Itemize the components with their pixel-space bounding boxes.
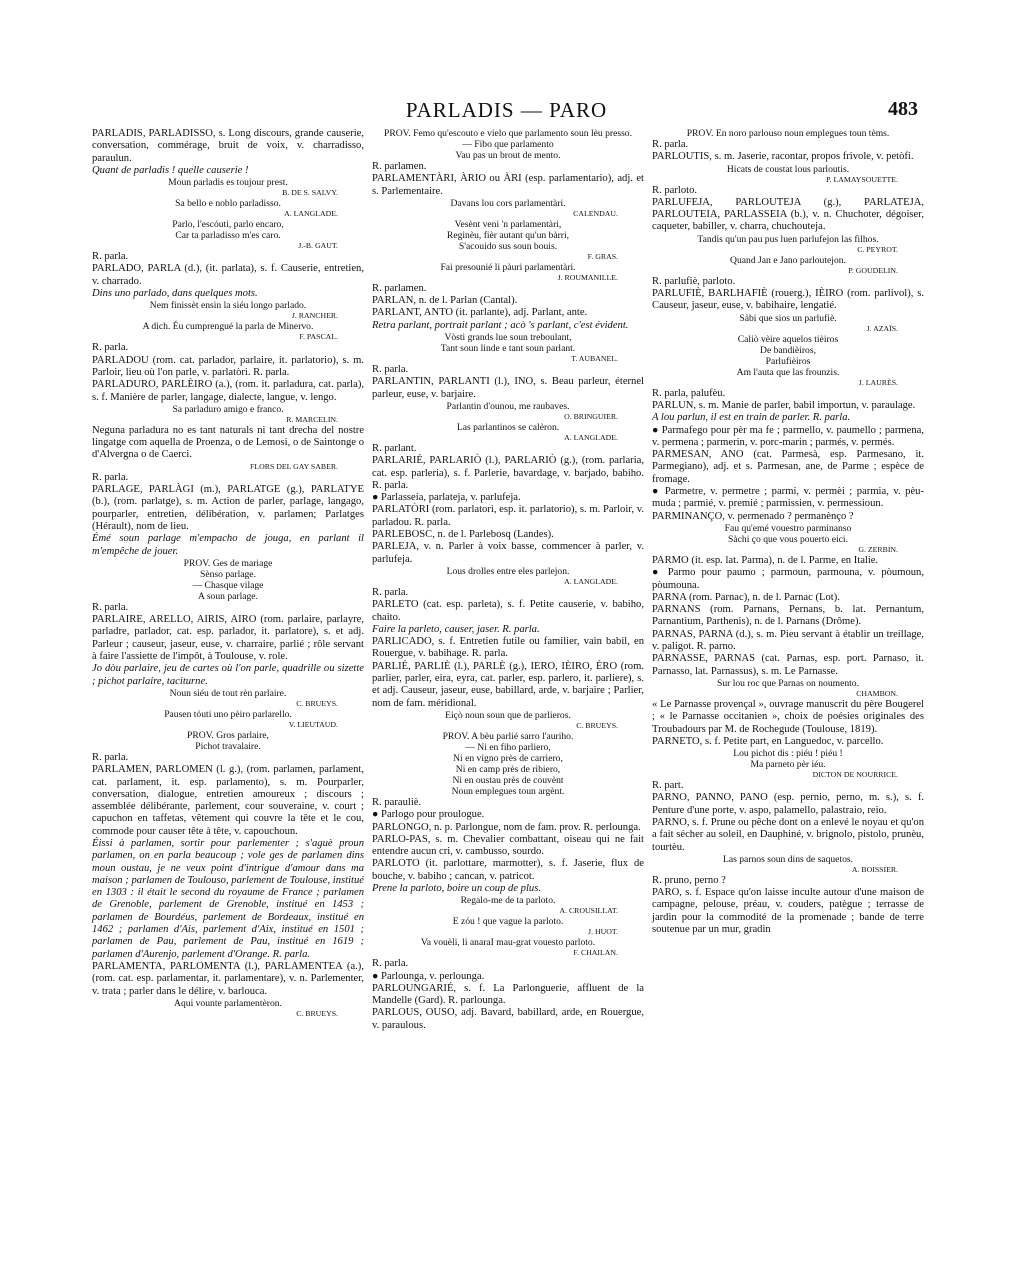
- dictionary-entry: R. parlufiè, parloto.: [652, 275, 736, 287]
- citation-author: J. LAURÈS.: [858, 377, 898, 387]
- quotation-line: Sa parladuro amigo e franco.: [172, 403, 284, 415]
- dictionary-entry: PARLAMENTA, PARLOMENTA (l.), PARLAMENTEA (a.), (rom. cat. esp. parlamentar, it. parlamentare), v. n. Parlementer, v. trata ; parler dans le délire, v. barlouca.: [92, 960, 364, 997]
- citation-author: C. BRUEYS.: [296, 698, 338, 708]
- citation-author: F. PASCAL.: [299, 332, 338, 342]
- quotation-line: Parlufièiros: [765, 355, 811, 367]
- dictionary-entry: PARNA (rom. Parnac), n. de l. Parnac (Lot).: [652, 591, 840, 603]
- quotation-line: Sènso parlage.: [200, 568, 256, 580]
- dictionary-entry: PARLAN, n. de l. Parlan (Cantal).: [372, 295, 518, 307]
- dictionary-entry: PARNO, PANNO, PANO (esp. pernio, perno, m. s.), s. f. Penture d'une porte, v. aspo, palamello, palastraio, reio.: [652, 792, 924, 816]
- column-middle: [372, 128, 644, 1032]
- quotation-line: Caliò vèire aquelos tièiros: [737, 333, 839, 345]
- dictionary-entry: PARLUFEJA, PARLOUTEJA (g.), PARLATEJA, PARLOUTEIA, PARLASSEIA (b.), v. n. Chuchoter, dégoiser, caqueter, babiller, v. charra, chuchouteja.: [652, 196, 924, 233]
- citation-author: A. BOISSIER.: [851, 864, 898, 874]
- dictionary-entry: PARNANS (rom. Parnans, Pernans, b. lat. Pernantum, Parnantium, Parthenis), n. de l. Parnans (Drôme).: [652, 604, 924, 628]
- quotation-line: Lous drolles entre eles parlejon.: [446, 565, 570, 577]
- quotation-line: Pausen tóuti uno pèiro parlarello.: [164, 708, 292, 720]
- column-left: [92, 128, 364, 1019]
- citation-author: T. AUBANEL.: [571, 354, 618, 364]
- dictionary-entry: PARLANT, ANTO (it. parlante), adj. Parlant, ante.: [372, 307, 588, 319]
- dictionary-entry: PARNASSE, PARNAS (cat. Parnas, esp. port. Parnaso, it. Parnasso, lat. Parnassus), s. m. Le Parnasse.: [652, 653, 924, 677]
- quotation-line: PROV. Gros parlaire,: [187, 729, 269, 741]
- citation-author: CALENDAU.: [573, 208, 618, 218]
- dictionary-entry: PARLO-PAS, s. m. Chevalier combattant, oiseau qui ne fait entendre aucun cri, v. cambusso, sourdo.: [372, 833, 644, 858]
- quotation-line: — Fibo que parlamento: [462, 139, 554, 150]
- dictionary-entry: PARLIÉ, PARLIÈ (l.), PARLÈ (g.), IERO, IÈIRO, ÈRO (rom. parlier, parler, eira, eyra, cat. parler, esp. parlero, it. parliere), s. et adj. Causeur, jaseur, euse, babillard, arde, v. barjaire ; Parlier, nom de fam. méridional.: [372, 660, 644, 709]
- example-text: Prene la parloto, boire un coup de plus.: [372, 882, 541, 894]
- quotation-line: Nem finissèt ensin la siéu longo parlado.: [149, 300, 307, 312]
- quotation-line: Vesènt veni 'n parlamentàri,: [454, 218, 562, 230]
- quotation-line: Ni en oustau près de couvènt: [452, 774, 564, 786]
- dictionary-entry: PARLAIRE, ARELLO, AIRIS, AIRO (rom. parlaire, parlayre, parladre, parlador, cat. esp. parlador, it. parlatore), s. et adj. Parleur ; causeur, jaseur, euse, v. charraire, parlié ; rôle servant à faire l'assiette de l'impôt, à Toulouse, v. role.: [92, 614, 364, 663]
- quotation-line: A dich. Éu cumprengué la parla de Minervo.: [142, 321, 314, 333]
- quotation-line: Tant soun linde e tant soun parlant.: [440, 343, 576, 355]
- dictionary-entry: PARLADIS, PARLADISSO, s. Long discours, grande causerie, conversation, commérage, bruit de voix, v. charradisso, paraulun.: [92, 128, 364, 164]
- example-text: Quant de parladis ! quelle causerie !: [92, 164, 249, 176]
- quotation-line: Noun emplegues toun argènt.: [451, 785, 565, 797]
- citation-author: P. GOUDELIN.: [848, 265, 898, 275]
- dictionary-entry: PARLEBOSC, n. de l. Parlebosq (Landes).: [372, 529, 554, 541]
- quotation-line: Car ta parladisso m'es caro.: [175, 230, 281, 242]
- dictionary-entry: R. parla.: [372, 958, 409, 970]
- dictionary-entry: PARLADURO, PARLÈIRO (a.), (rom. it. parladura, cat. parla), s. f. Manière de parler, langage, dialecte, langue, v. lengo.: [92, 379, 364, 403]
- dictionary-entry: R. parloto.: [652, 184, 698, 196]
- dictionary-entry: Neguna parladura no es tant naturals ni tant drecha del nostre lingatge com aquella de Proenza, o de Lemosi, o de Saintonge o d'Alvergna o de Caerci.: [92, 424, 364, 461]
- dictionary-entry: PARMESAN, ANO (cat. Parmesà, esp. Parmesano, it. Parmegiano), adj. et s. Parmesan, ane, de Parme ; espèce de fromage.: [652, 449, 924, 485]
- dictionary-entry: PARO, s. f. Espace qu'on laisse inculte autour d'une maison de campagne, pelouse, préau, v. couders, patègue ; terrasse de jardin pour la commodité de la promenade ; bande de terre soutenue par un mur, gradin: [652, 887, 924, 936]
- dictionary-entry: PARMINANÇO, v. permenado ? permanènço ?: [652, 510, 854, 522]
- dictionary-entry: R. pruno, perno ?: [652, 874, 726, 886]
- quotation-line: PROV. Femo qu'escouto e vielo que parlamento soun lèu presso.: [383, 128, 633, 139]
- dictionary-entry: R. part.: [652, 780, 684, 792]
- dictionary-entry: PARLAGE, PARLÀGI (m.), PARLATGE (g.), PARLATYE (b.), (rom. parlatge), s. m. Action de parler, parlage, langago, pourparler, entretien, délibération, v. parlamen; Parlatges (Hérault), nom de lieu.: [92, 484, 364, 532]
- quotation-line: Va vouèli, li anaraI mau-grat vouesto parloto.: [420, 937, 596, 949]
- quotation-line: Sa bello e noblo parladisso.: [175, 198, 281, 210]
- example-text: A lou parlun, il est en train de parler. R. parla.: [652, 412, 851, 424]
- dictionary-entry: PARLUFIÈ, BARLHAFIÈ (rouerg.), IÈIRO (rom. parlivol), s. Causeur, jaseur, euse, v. babihaire, lengatié.: [652, 288, 924, 312]
- dictionary-entry: PARLANTIN, PARLANTI (l.), INO, s. Beau parleur, éternel parleur, euse, v. barjaire.: [372, 376, 644, 400]
- dictionary-entry: PARLUN, s. m. Manie de parler, babil importun, v. paraulage.: [652, 399, 916, 411]
- dictionary-entry: PARLAMEN, PARLOMEN (l. g.), (rom. parlamen, parlament, cat. parlament, it. esp. parlamento), s. m. Pourparler, conversation, dialogue, entretien amoureux ; discours ; assemblée délibérante, parlement, cour souveraine, v. court ; capuchon en taffetas, vêtement qui couvre la tête et le cou, commode pour causer tête à tête, v. capouchoun.: [92, 764, 364, 837]
- quotation-line: — Ni en fiho parliero,: [465, 741, 551, 753]
- citation-author: C. BRUEYS.: [296, 1008, 338, 1018]
- dictionary-entry: ● Parlasseia, parlateja, v. parlufeja.: [372, 492, 521, 504]
- dictionary-entry: PARLEJA, v. n. Parler à voix basse, commencer à parler, v. parlufeja.: [372, 541, 644, 565]
- quotation-line: Davans lou cors parlamentàri.: [450, 197, 566, 209]
- example-text: Jo dòu parlaire, jeu de cartes où l'on parle, quadrille ou sizette ; pichot parlaire, taciturne.: [92, 663, 364, 687]
- citation-author: J. RANCHER.: [291, 311, 338, 321]
- dictionary-entry: R. parlamen.: [372, 161, 427, 172]
- running-head: [95, 98, 918, 128]
- quotation-line: Ni en camp près de ribiero,: [455, 763, 561, 775]
- dictionary-entry: PARLONGO, n. p. Parlongue, nom de fam. prov. R. perlounga.: [372, 821, 641, 833]
- dictionary-entry: PARLETO (cat. esp. parleta), s. f. Petite causerie, v. babiho, chaito.: [372, 599, 644, 623]
- quotation-line: A soun parlage.: [198, 590, 258, 602]
- citation-author: J.-B. GAUT.: [298, 241, 338, 251]
- quotation-line: PROV. En noro parlouso noun emplegues toun tèms.: [686, 128, 890, 139]
- quotation-line: Vòsti grands lue soun treboulant,: [444, 332, 572, 344]
- example-text: Émé soun parlage m'empacho de jouga, en parlant il m'empêche de jouer.: [92, 533, 364, 557]
- quotation-line: Pichot travalaire.: [195, 740, 261, 752]
- dictionary-entry: R. parla.: [92, 471, 129, 483]
- citation-author: A. LANGLADE.: [564, 576, 618, 586]
- dictionary-entry: PARNAS, PARNA (d.), s. m. Pieu servant à établir un treillage, v. paligot. R. parno.: [652, 628, 924, 653]
- example-text: Faire la parleto, causer, jaser. R. parla.: [372, 623, 540, 635]
- dictionary-entry: PARMO (it. esp. lat. Parma), n. de l. Parme, en Italie.: [652, 554, 879, 566]
- quotation-line: Las parnos soun dins de saquetos.: [722, 853, 854, 865]
- quotation-line: PROV. Ges de mariage: [183, 557, 273, 569]
- citation-author: FLORS DEL GAY SABER.: [250, 461, 338, 471]
- quotation-line: Lou pichot dis : piéu ! piéu !: [733, 748, 843, 760]
- quotation-line: Eiçò noun soun que de parlieros.: [445, 709, 571, 721]
- quotation-line: Aqui vounte parlamentèron.: [174, 997, 282, 1009]
- quotation-line: Vau pas un brout de mento.: [455, 150, 561, 161]
- quotation-line: Reginèu, fièr autant qu'un bàrri,: [446, 229, 570, 241]
- citation-author: J. HUOT.: [588, 927, 618, 937]
- citation-author: R. MARCELIN.: [286, 414, 338, 424]
- quotation-line: Tandis qu'un pau pus luen parlufejon las filhos.: [697, 233, 879, 245]
- dictionary-entry: PARNO, s. f. Prune ou pêche dont on a enlevé le noyau et qu'on a fait sécher au soleil, en Dauphiné, v. brignolo, pistolo, prunèu, tourtèu.: [652, 816, 924, 853]
- citation-author: A. CROUSILLAT.: [559, 906, 618, 916]
- quotation-line: Regalo-me de ta parloto.: [460, 895, 556, 907]
- citation-author: F. GRAS.: [587, 251, 618, 261]
- page-number: 483: [888, 98, 918, 120]
- dictionary-entry: PARLARIÉ, PARLARIÒ (l.), PARLARIÒ (g.), (rom. parlaria, cat. esp. parleria), s. f. Parlerie, bavardage, v. barjado, babiho. R. parla.: [372, 455, 644, 491]
- dictionary-entry: R. parla, palufèu.: [652, 387, 726, 399]
- dictionary-entry: PARLOUS, OUSO, adj. Bavard, babillard, arde, en Rouergue, v. paraulous.: [372, 1007, 644, 1031]
- quotation-line: S'acouido sus soun bouis.: [458, 240, 558, 252]
- dictionary-entry: R. parlamen.: [372, 282, 427, 294]
- dictionary-entry: R. parauliè.: [372, 796, 422, 808]
- page-title: PARLADIS — PARO: [405, 98, 608, 122]
- quotation-line: Ni en vigno près de carriero,: [453, 752, 563, 764]
- quotation-line: De bandièiros,: [760, 344, 816, 356]
- dictionary-entry: ● Parmafego pour pèr ma fe ; parmello, v. paumello ; parmena, v. permena ; parmerin, v. porc-marin ; parmés, v. permés.: [652, 424, 924, 448]
- dictionary-entry: PARLICADO, s. f. Entretien futile ou familier, vain babil, en Rouergue, v. babihage. R. parla.: [372, 636, 644, 660]
- quotation-line: Sur lou roc que Parnas on noumento.: [716, 677, 860, 689]
- quotation-line: Hicats de coustat lous parloutis.: [726, 163, 850, 175]
- dictionary-entry: ● Parmetre, v. permetre ; parmi, v. permèi ; parmia, v. pèu-muda ; parmié, v. premié ; parmissien, v. permessioun.: [652, 486, 924, 510]
- citation-author: J. ROUMANILLE.: [557, 272, 618, 282]
- quotation-line: Fau qu'emé vouestro parminanso: [724, 522, 852, 534]
- quotation-line: Fai presounié li pàuri parlamentàri.: [440, 261, 576, 273]
- dictionary-entry: R. parla.: [372, 586, 409, 598]
- citation-author: DICTON DE NOURRICE.: [812, 770, 898, 780]
- quotation-line: Sàchi ço que vous pouerto eici.: [728, 533, 848, 545]
- quotation-line: — Chasque vilage: [192, 579, 264, 591]
- dictionary-entry: PARNETO, s. f. Petite part, en Languedoc, v. parcello.: [652, 735, 884, 747]
- dictionary-entry: ● Parlogo pour proulogue.: [372, 809, 485, 821]
- dictionary-entry: R. parlant.: [372, 442, 417, 454]
- dictionary-entry: « Le Parnasse provençal », ouvrage manuscrit du père Bougerel ; « le Parnasse occitanien », choix de poésies originales des Troubadours par M. de Rochegude (Toulouse, 1819).: [652, 698, 924, 735]
- dictionary-entry: R. parla.: [372, 364, 409, 376]
- citation-author: C. BRUEYS.: [576, 720, 618, 730]
- dictionary-entry: PARLAMENTÀRI, ÀRIO ou ÀRI (esp. parlamentario), adj. et s. Parlementaire.: [372, 173, 644, 197]
- dictionary-entry: PARLOUNGARIÉ, s. f. La Parlonguerie, affluent de la Mandelle (Gard). R. parlounga.: [372, 982, 644, 1007]
- dictionary-entry: R. parla.: [92, 601, 129, 613]
- citation-author: P. LAMAYSOUETTE.: [826, 174, 898, 184]
- dictionary-entry: R. parla.: [92, 342, 129, 354]
- quotation-line: Parlo, l'escóuti, parlo encaro,: [172, 219, 284, 231]
- quotation-line: Moun parladis es toujour prest.: [168, 177, 288, 189]
- dictionary-entry: PARLADO, PARLA (d.), (it. parlata), s. f. Causerie, entretien, v. charrado.: [92, 263, 364, 287]
- citation-author: B. DE S. SALVY.: [282, 188, 338, 198]
- dictionary-entry: ● Parlounga, v. perlounga.: [372, 970, 485, 982]
- citation-author: G. ZERBIN.: [858, 544, 898, 554]
- quotation-line: Am l'auta que las frounzis.: [736, 366, 840, 378]
- citation-author: V. LIEUTAUD.: [288, 719, 338, 729]
- example-text: Retra parlant, portrait parlant ; acò 's parlant, c'est évident.: [372, 319, 629, 331]
- dictionary-entry: PARLATÒRI (rom. parlatori, esp. it. parlatorio), s. m. Parloir, v. parladou. R. parla.: [372, 504, 644, 528]
- example-text: Éissi à parlamen, sortir pour parlementer ; s'aguè proun parlamen, on en parla beaucoup ; vole ges de parlamen dins moun oustau, je ne veux point d'intrigue d'amour dans ma maison ; parlamen de Toulouso, parlement de Toulouse, institué en 1303 : il était le second du royaume de France ; parlamen de Grenoble, parlement de Grenoble, institué en 1453 ; parlamen de Bourdéus, parlement de Bordeaux, institué en 1462 ; parlamen d'Ais, parlement d'Aix, institué en 1501 ; parlamen de Pau, parlement de Pau, institué en 1619 ; parlamen d'Aurenjo, parlement d'Orange. R. parla.: [92, 837, 364, 960]
- dictionary-entry: R. parla.: [92, 751, 129, 763]
- citation-author: F. CHAILAN.: [573, 948, 618, 958]
- citation-author: A. LANGLADE.: [284, 209, 338, 219]
- quotation-line: Noun siéu de tout rèn parlaire.: [169, 687, 287, 699]
- dictionary-entry: R. parla.: [92, 251, 129, 263]
- dictionary-entry: PARLOTO (it. parlottare, marmotter), s. f. Jaserie, flux de bouche, v. babiho ; cancan, v. patricot.: [372, 858, 644, 882]
- dictionary-entry: R. parla.: [652, 139, 689, 150]
- citation-author: J. AZAÏS.: [866, 323, 898, 333]
- citation-author: A. LANGLADE.: [564, 432, 618, 442]
- citation-author: CHAMBON.: [856, 688, 898, 698]
- quotation-line: Quand Jan e Jano parloutejon.: [730, 254, 846, 266]
- dictionary-entry: PARLOUTIS, s. m. Jaserie, racontar, propos frivole, v. petòfi.: [652, 151, 914, 163]
- quotation-line: Parlantin d'ounou, me raubaves.: [446, 400, 570, 412]
- quotation-line: E zóu ! que vague la parloto.: [452, 916, 564, 928]
- quotation-line: Sàbi que sios un parlufiè.: [739, 312, 837, 324]
- quotation-line: Ma parneto pèr iéu.: [750, 759, 826, 771]
- citation-author: C. PEYROT.: [857, 244, 898, 254]
- dictionary-entry: PARLADOU (rom. cat. parlador, parlaire, it. parlatorio), s. m. Parloir, lieu où l'on parle, v. parlatòri. R. parla.: [92, 354, 364, 378]
- quotation-line: Las parlantinos se calèron.: [456, 421, 560, 433]
- dictionary-entry: ● Parmo pour paumo ; parmoun, parmouna, v. pòumoun, pòumouna.: [652, 567, 924, 591]
- column-right: [652, 128, 924, 936]
- citation-author: O. BRINGUIER.: [564, 411, 618, 421]
- quotation-line: PROV. A bèu parlié sarro l'auriho.: [442, 730, 574, 742]
- example-text: Dins uno parlado, dans quelques mots.: [92, 288, 258, 300]
